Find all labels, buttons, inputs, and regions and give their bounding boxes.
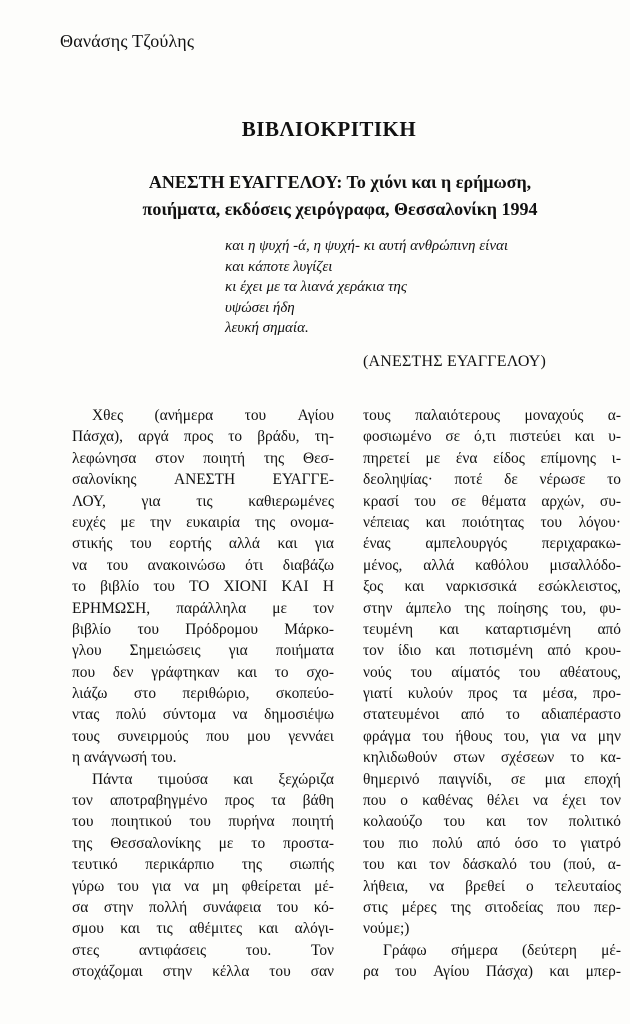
body-text-line: γλου Σημειώσεις για ποιήματα [72, 642, 334, 660]
body-text-line: Γράφω σήμερα (δεύτερη μέ- [383, 941, 621, 959]
epigraph-line: κι έχει με τα λιανά χεράκια της [225, 279, 407, 295]
body-text-line: τους συνειρμούς που μου γεννάει [72, 727, 334, 745]
body-text-line: ρα του Αγίου Πάσχα) και μπερ- [363, 963, 621, 981]
body-text-line: τους παλαιότερους μοναχούς α- [363, 407, 621, 424]
body-text-line: το βιβλίο του ΤΟ ΧΙΟΝΙ ΚΑΙ Η [72, 578, 334, 596]
body-text-line: στες αντιφάσεις του. Τον [72, 941, 334, 959]
body-text-line: δεοληψίας· ποτέ δε νέρωσε το [363, 471, 621, 489]
body-text-line: φράγμα του ήθους του, για να μην [363, 727, 621, 745]
body-text-line: που ο καθένας θέλει να έχει τον [363, 792, 621, 810]
body-text-line: στοχάζομαι στην κέλλα του σαν [72, 963, 334, 981]
body-text-line: τον αποτραβηγμένο προς τα βάθη [72, 792, 334, 810]
body-text-line: στην άμπελο της ποίησης του, φυ- [363, 599, 621, 617]
body-text-line: Πάντα τιμούσα και ξεχώριζα [92, 770, 334, 788]
body-text-line: κρασί του σε θέματα αρχών, συ- [363, 492, 621, 510]
body-text-line: σα στην πολλή συνάφεια του κό- [72, 898, 334, 916]
body-text-line: ένας αμπελουργός περιχαρακω- [363, 535, 621, 553]
body-text-line: Πάσχα), αργά προς το βράδυ, τη- [72, 428, 334, 446]
book-title-line: ΑΝΕΣΤΗ ΕΥΑΓΓΕΛΟΥ: Το χιόνι και η ερήμωση, [148, 172, 532, 192]
body-text-line: λήθεια, να βρεθεί ο τελευταίος [363, 877, 621, 895]
epigraph-line: και κάποτε λυγίζει [225, 258, 333, 275]
epigraph-line: και η ψυχή -ά, η ψυχή- κι αυτή ανθρώπινη είναι [225, 238, 509, 254]
body-text-line: η ανάγνωσή του. [72, 749, 177, 767]
body-column-left [72, 405, 334, 983]
body-text-line: στικής του εορτής αλλά και για [72, 535, 334, 553]
body-text-line: που δεν γράφτηκαν και το σχο- [72, 663, 334, 681]
body-text-line: στις μέρες της σιτοδείας που περ- [363, 898, 621, 916]
body-text-line: σμου και τις αθέμιτες και αλόγι- [72, 920, 334, 938]
body-text-line: βιβλίο του Πρόδρομου Μάρκο- [72, 620, 334, 638]
body-text-line: να του ανακοινώσω ότι διαβάζω [72, 556, 334, 574]
body-text-line: ευχές με την ευκαιρία της ονομα- [72, 513, 334, 531]
body-text-line: κολαούζο του και τον πολιτικό [363, 813, 621, 831]
body-text-line: τευμένη και καταρτισμένη από [363, 620, 621, 638]
body-text-line: σαλονίκης ΑΝΕΣΤΗ ΕΥΑΓΓΕ- [72, 471, 334, 489]
body-text-line: λεφώνησα στον ποιητή της Θεσ- [72, 449, 334, 467]
epigraph-line: υψώσει ήδη [225, 299, 295, 316]
author-name: Θανάσης Τζούλης [60, 31, 195, 51]
body-text-line: κηλιδωθούν στων σχέσεων το κα- [363, 749, 621, 767]
body-text-line: ΕΡΗΜΩΣΗ, παράλληλα με τον [72, 599, 334, 617]
body-text-line: τευτικό περικάρπιο της σιωπής [72, 856, 334, 874]
body-text-line: ξος και ναρκισσικά εσώκλειστος, [363, 578, 621, 596]
body-text-line: πηρετεί με ένα είδος επίμονης ι- [363, 449, 621, 467]
epigraph-line: λευκή σημαία. [225, 320, 309, 336]
body-text-line: μένος, αλλά καθόλου μισαλλόδο- [363, 556, 621, 574]
book-title-line: ποιήματα, εκδόσεις χειρόγραφα, Θεσσαλονίκη 1994 [142, 199, 538, 219]
body-text-line: νούς του αίματός του αθέατους, [363, 663, 621, 681]
body-text-line: νούμε;) [363, 920, 410, 938]
epigraph [225, 236, 508, 339]
body-text-line: γιατί κυλούν προς τα μέσα, προ- [363, 685, 621, 703]
body-text-line: θημερινό παιγνίδι, σε μια εποχή [363, 770, 621, 788]
epigraph-attribution: (ΑΝΕΣΤΗΣ ΕΥΑΓΓΕΛΟΥ) [363, 353, 547, 370]
body-text-line: της Θεσσαλονίκης με το προστα- [72, 834, 334, 852]
body-text-line: νέπειας και ποιότητας του λόγου· [363, 513, 621, 531]
body-text-line: ΛΟΥ, για τις καθιερωμένες [72, 492, 334, 510]
body-text-line: Χθες (ανήμερα του Αγίου [92, 407, 334, 424]
body-text-line: στατευμένοι από το αδιαπέραστο [363, 706, 621, 724]
body-text-line: του και τον δάσκαλό του (πού, α- [363, 856, 621, 874]
body-text-line: γύρω του για να μη φθείρεται μέ- [72, 877, 334, 895]
body-text-line: ντας πολύ σύντομα να δημοσιέψω [72, 706, 334, 724]
body-text-line: λιάζω στο περιθώριο, σκοπεύο- [72, 685, 334, 703]
body-text-line: του πιο πολύ από όσο το γιατρό [363, 834, 621, 852]
section-title: ΒΙΒΛΙΟΚΡΙΤΙΚΗ [241, 117, 417, 141]
body-text-line: τον ίδιο και ποτισμένη από κρου- [363, 642, 621, 660]
body-text-line: φοσιωμένο σε ό,τι πιστεύει και υ- [363, 428, 621, 446]
body-text-line: του ποιητικού του πυρήνα ποιητή [72, 813, 334, 831]
body-column-right [363, 405, 621, 983]
book-title [80, 169, 600, 223]
